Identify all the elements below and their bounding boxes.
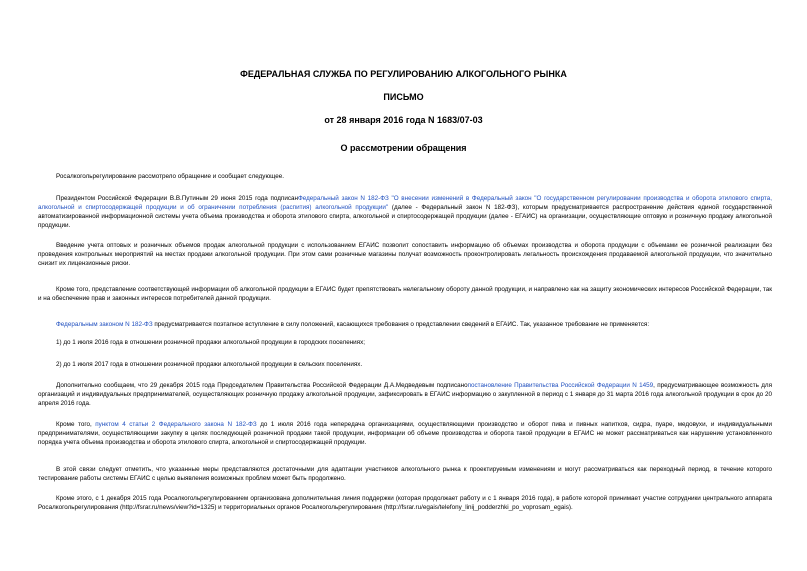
org-heading: ФЕДЕРАЛЬНАЯ СЛУЖБА ПО РЕГУЛИРОВАНИЮ АЛКОГОЛЬНОГО РЫНКА xyxy=(240,69,567,79)
federal-law-182-link-2[interactable]: Федеральным законом N 182-ФЗ xyxy=(56,321,153,328)
paragraph-2-text-a: Президентом Российской Федерации В.В.Путиным 29 июня 2015 года подписан xyxy=(56,195,298,202)
paragraph-5 xyxy=(38,320,772,329)
paragraph-11: Кроме этого, с 1 декабря 2015 года Росалкогольрегулированием организована дополнительная линия поддержки (которая продолжает работу и с 1 января 2016 года), в работе которой принимает участие сотрудники центрального аппарата Росалкогольрегулирования (http://fsrar.ru/news/view?id=1325) и территориальных органов Росалкогольрегулирования (http://fsrar.ru/egais/telefony_linij_podderzhki_po_voprosam_egais). xyxy=(38,495,772,511)
paragraph-9-text-a: Кроме того, xyxy=(56,421,96,428)
paragraph-2 xyxy=(38,194,772,230)
paragraph-8-text-b: , предусматривающее возможность для организаций и индивидуальных предпринимателей, осуществляющих розничную продажу алкогольной продукции, зафиксировать в ЕГАИС информацию о закупленной в период с 1 января до 31 марта 2016 года алкогольной продукции в срок до 20 апреля 2016 года. xyxy=(38,382,772,407)
paragraph-9-text-b: до 1 июля 2016 года непередача организациями, осуществляющими производство и оборот пива и пивных напитков, сидра, пуаре, медовухи, и индивидуальными предпринимателями, осуществляющими закупку в целях последующей розничной продажи такой продукции, информации об объеме производства и оборота такой продукции в ЕГАИС не может рассматриваться как нарушение установленного порядка учета объема производства и оборота этилового спирта, алкогольной и спиртосодержащей продукции. xyxy=(38,421,772,446)
subject-heading: О рассмотрении обращения xyxy=(340,143,467,153)
paragraph-6: 1) до 1 июля 2016 года в отношении розничной продажи алкогольной продукции в городских поселениях; xyxy=(56,339,365,346)
federal-law-182-link[interactable]: Федеральный закон N 182-ФЗ "О внесении изменений в Федеральный закон "О государственном регулировании производства и оборота этилового спирта, алкогольной и спиртосодержащей продукции и об ограничении потребления (распития) алкогольной продукции" xyxy=(38,195,772,211)
doc-type-heading: ПИСЬМО xyxy=(383,92,424,102)
paragraph-5-text-b: предусматривается поэтапное вступление в силу положений, касающихся требования о представлении сведений в ЕГАИС. Так, указанное требование не применяется: xyxy=(152,321,650,328)
paragraph-3: Введение учета оптовых и розничных объемов продаж алкогольной продукции с использованием ЕГАИС позволит сопоставить информацию об объемах производства и оборота продукции с объемами ее розничной реализации без проведения контрольных мероприятий на местах продажи алкогольной продукции. При этом сами розничные магазины получат возможность проконтролировать легальность происхождения продаваемой алкогольной продукции, что значительно снизит их лицензионные риски. xyxy=(38,242,772,267)
date-number-heading: от 28 января 2016 года N 1683/07-03 xyxy=(324,115,483,125)
law-182-article-2-link[interactable]: пунктом 4 статьи 2 Федерального закона N 182-ФЗ xyxy=(95,421,257,428)
paragraph-4: Кроме того, представление соответствующей информации об алкогольной продукции в ЕГАИС будет препятствовать нелегальному обороту данной продукции, и направлено как на защиту экономических интересов Российской Федерации, так и на обеспечение прав и законных интересов потребителей данной продукции. xyxy=(38,286,772,302)
paragraph-10: В этой связи следует отметить, что указанные меры представляются достаточными для адаптации участников алкогольного рынка к проектируемым изменениям и могут рассматриваться как переходный период, в течение которого тестирование работы системы ЕГАИС с целью выявления возможных проблем может быть продолжено. xyxy=(38,466,772,482)
paragraph-7: 2) до 1 июля 2017 года в отношении розничной продажи алкогольной продукции в сельских поселениях. xyxy=(56,361,363,368)
paragraph-2-text-b: (далее - Федеральный закон N 182-ФЗ), которым предусматривается распространение действия единой государственной автоматизированной информационной системы учета объема производства и оборота этилового спирта, алкогольной и спиртосодержащей продукции (далее - ЕГАИС) на организации, осуществляющие оптовую и розничную продажу алкогольной продукции. xyxy=(38,204,772,229)
paragraph-8-text-a: Дополнительно сообщаем, что 29 декабря 2015 года Председателем Правительства Российской Федерации Д.А.Медведевым подписано xyxy=(56,382,468,389)
paragraph-9 xyxy=(38,420,772,447)
paragraph-8 xyxy=(38,381,772,408)
paragraph-1: Росалкогольрегулирование рассмотрело обращение и сообщает следующее. xyxy=(56,173,285,180)
government-decree-1459-link[interactable]: постановление Правительства Российской Федерации N 1459 xyxy=(467,382,654,389)
